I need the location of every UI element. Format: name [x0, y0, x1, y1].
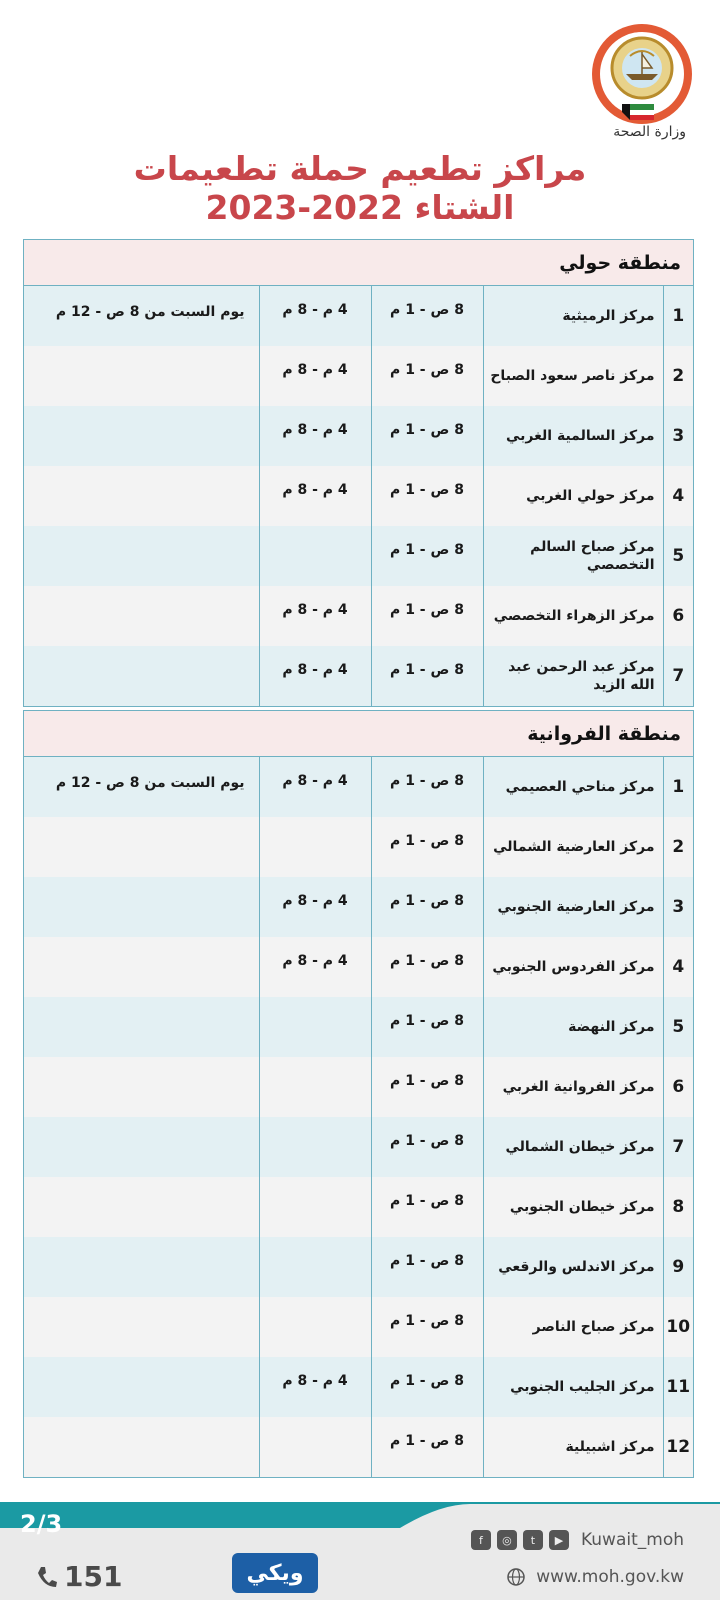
saturday-hours: [24, 877, 259, 937]
page-title: [60, 150, 660, 228]
evening-hours: 4 م - 8 م: [259, 586, 371, 646]
morning-hours: 8 ص - 1 م: [371, 1357, 483, 1417]
evening-hours: 4 م - 8 م: [259, 646, 371, 706]
morning-hours: 8 ص - 1 م: [371, 1297, 483, 1357]
row-number: 5: [663, 526, 693, 586]
center-name: مركز العارضية الشمالي: [483, 817, 663, 877]
row-number: 7: [663, 646, 693, 706]
row-number: 6: [663, 1057, 693, 1117]
table-row: [24, 346, 693, 406]
saturday-hours: يوم السبت من 8 ص - 12 م: [24, 286, 259, 346]
saturday-hours: [24, 1177, 259, 1237]
saturday-hours: [24, 526, 259, 586]
saturday-hours: [24, 1297, 259, 1357]
table-row: [24, 1357, 693, 1417]
evening-hours: [259, 526, 371, 586]
center-name: مركز الزهراء التخصصي: [483, 586, 663, 646]
table-row: [24, 646, 693, 706]
saturday-hours: [24, 346, 259, 406]
hotline-number[interactable]: 151: [64, 1560, 123, 1593]
ministry-emblem-logo: [590, 22, 694, 126]
row-number: 3: [663, 406, 693, 466]
website-url[interactable]: www.moh.gov.kw: [536, 1567, 684, 1587]
center-name: مركز الاندلس والرقعي: [483, 1237, 663, 1297]
row-number: 3: [663, 877, 693, 937]
row-number: 1: [663, 757, 693, 817]
table-row: [24, 406, 693, 466]
morning-hours: 8 ص - 1 م: [371, 346, 483, 406]
footer-band: [0, 1502, 720, 1528]
row-number: 11: [663, 1357, 693, 1417]
row-number: 12: [663, 1417, 693, 1477]
center-name: مركز ناصر سعود الصباح: [483, 346, 663, 406]
evening-hours: [259, 1057, 371, 1117]
page-number: 2/3: [20, 1510, 63, 1538]
center-name: مركز عبد الرحمن عبد الله الزيد: [483, 646, 663, 706]
wiki-logo: ويكي: [232, 1553, 318, 1593]
row-number: 7: [663, 1117, 693, 1177]
evening-hours: 4 م - 8 م: [259, 286, 371, 346]
saturday-hours: [24, 997, 259, 1057]
center-name: مركز اشبيلية: [483, 1417, 663, 1477]
region-title: منطقة حولي: [24, 240, 693, 286]
saturday-hours: [24, 466, 259, 526]
table-row: [24, 1177, 693, 1237]
center-name: مركز خيطان الجنوبي: [483, 1177, 663, 1237]
morning-hours: 8 ص - 1 م: [371, 817, 483, 877]
morning-hours: 8 ص - 1 م: [371, 286, 483, 346]
twitter-icon[interactable]: t: [523, 1530, 543, 1550]
region-hawalli-table: [23, 239, 694, 707]
row-number: 10: [663, 1297, 693, 1357]
saturday-hours: [24, 817, 259, 877]
saturday-hours: [24, 646, 259, 706]
center-name: مركز مناحي العصيمي: [483, 757, 663, 817]
center-name: مركز الرميثية: [483, 286, 663, 346]
center-name: مركز الفردوس الجنوبي: [483, 937, 663, 997]
evening-hours: 4 م - 8 م: [259, 466, 371, 526]
centers-table: [24, 757, 693, 1477]
center-name: مركز حولي الغربي: [483, 466, 663, 526]
saturday-hours: يوم السبت من 8 ص - 12 م: [24, 757, 259, 817]
morning-hours: 8 ص - 1 م: [371, 1057, 483, 1117]
evening-hours: 4 م - 8 م: [259, 1357, 371, 1417]
center-name: مركز السالمية الغربي: [483, 406, 663, 466]
region-farwaniya-table: [23, 710, 694, 1478]
evening-hours: 4 م - 8 م: [259, 937, 371, 997]
morning-hours: 8 ص - 1 م: [371, 1237, 483, 1297]
morning-hours: 8 ص - 1 م: [371, 646, 483, 706]
evening-hours: [259, 1417, 371, 1477]
ministry-name: وزارة الصحة: [613, 124, 686, 140]
evening-hours: 4 م - 8 م: [259, 406, 371, 466]
saturday-hours: [24, 1057, 259, 1117]
table-row: [24, 526, 693, 586]
saturday-hours: [24, 406, 259, 466]
center-name: مركز صباح الناصر: [483, 1297, 663, 1357]
instagram-icon[interactable]: ◎: [497, 1530, 517, 1550]
centers-table: [24, 286, 693, 706]
center-name: مركز الجليب الجنوبي: [483, 1357, 663, 1417]
evening-hours: [259, 997, 371, 1057]
evening-hours: [259, 1237, 371, 1297]
center-name: مركز النهضة: [483, 997, 663, 1057]
saturday-hours: [24, 586, 259, 646]
table-row: [24, 1117, 693, 1177]
social-handle[interactable]: Kuwait_moh: [580, 1530, 684, 1550]
table-row: [24, 757, 693, 817]
morning-hours: 8 ص - 1 م: [371, 1117, 483, 1177]
row-number: 8: [663, 1177, 693, 1237]
morning-hours: 8 ص - 1 م: [371, 406, 483, 466]
table-row: [24, 466, 693, 526]
youtube-icon[interactable]: ▶: [549, 1530, 569, 1550]
table-row: [24, 586, 693, 646]
phone-icon: [36, 1565, 58, 1589]
facebook-icon[interactable]: f: [471, 1530, 491, 1550]
title-line-1: مراكز تطعيم حملة تطعيمات: [133, 149, 587, 188]
morning-hours: 8 ص - 1 م: [371, 997, 483, 1057]
table-row: [24, 1297, 693, 1357]
saturday-hours: [24, 1117, 259, 1177]
globe-icon: [506, 1567, 526, 1587]
region-title: منطقة الفروانية: [24, 711, 693, 757]
center-name: مركز صباح السالم التخصصي: [483, 526, 663, 586]
evening-hours: [259, 1117, 371, 1177]
table-row: [24, 997, 693, 1057]
title-line-2: الشتاء 2022-2023: [205, 188, 515, 227]
website-link: [506, 1567, 684, 1587]
saturday-hours: [24, 1357, 259, 1417]
morning-hours: 8 ص - 1 م: [371, 877, 483, 937]
saturday-hours: [24, 1417, 259, 1477]
morning-hours: 8 ص - 1 م: [371, 526, 483, 586]
center-name: مركز خيطان الشمالي: [483, 1117, 663, 1177]
row-number: 4: [663, 937, 693, 997]
row-number: 4: [663, 466, 693, 526]
table-row: [24, 1237, 693, 1297]
hotline: [36, 1560, 122, 1593]
center-name: مركز الفروانية الغربي: [483, 1057, 663, 1117]
row-number: 1: [663, 286, 693, 346]
table-row: [24, 877, 693, 937]
morning-hours: 8 ص - 1 م: [371, 466, 483, 526]
row-number: 5: [663, 997, 693, 1057]
evening-hours: 4 م - 8 م: [259, 757, 371, 817]
table-row: [24, 1057, 693, 1117]
morning-hours: 8 ص - 1 م: [371, 1417, 483, 1477]
table-row: [24, 817, 693, 877]
morning-hours: 8 ص - 1 م: [371, 937, 483, 997]
table-row: [24, 286, 693, 346]
saturday-hours: [24, 1237, 259, 1297]
row-number: 2: [663, 817, 693, 877]
evening-hours: [259, 1177, 371, 1237]
evening-hours: [259, 1297, 371, 1357]
saturday-hours: [24, 937, 259, 997]
morning-hours: 8 ص - 1 م: [371, 757, 483, 817]
evening-hours: [259, 817, 371, 877]
row-number: 6: [663, 586, 693, 646]
morning-hours: 8 ص - 1 م: [371, 586, 483, 646]
row-number: 9: [663, 1237, 693, 1297]
evening-hours: 4 م - 8 م: [259, 877, 371, 937]
evening-hours: 4 م - 8 م: [259, 346, 371, 406]
morning-hours: 8 ص - 1 م: [371, 1177, 483, 1237]
table-row: [24, 937, 693, 997]
social-links: [471, 1530, 684, 1550]
row-number: 2: [663, 346, 693, 406]
center-name: مركز العارضية الجنوبي: [483, 877, 663, 937]
table-row: [24, 1417, 693, 1477]
